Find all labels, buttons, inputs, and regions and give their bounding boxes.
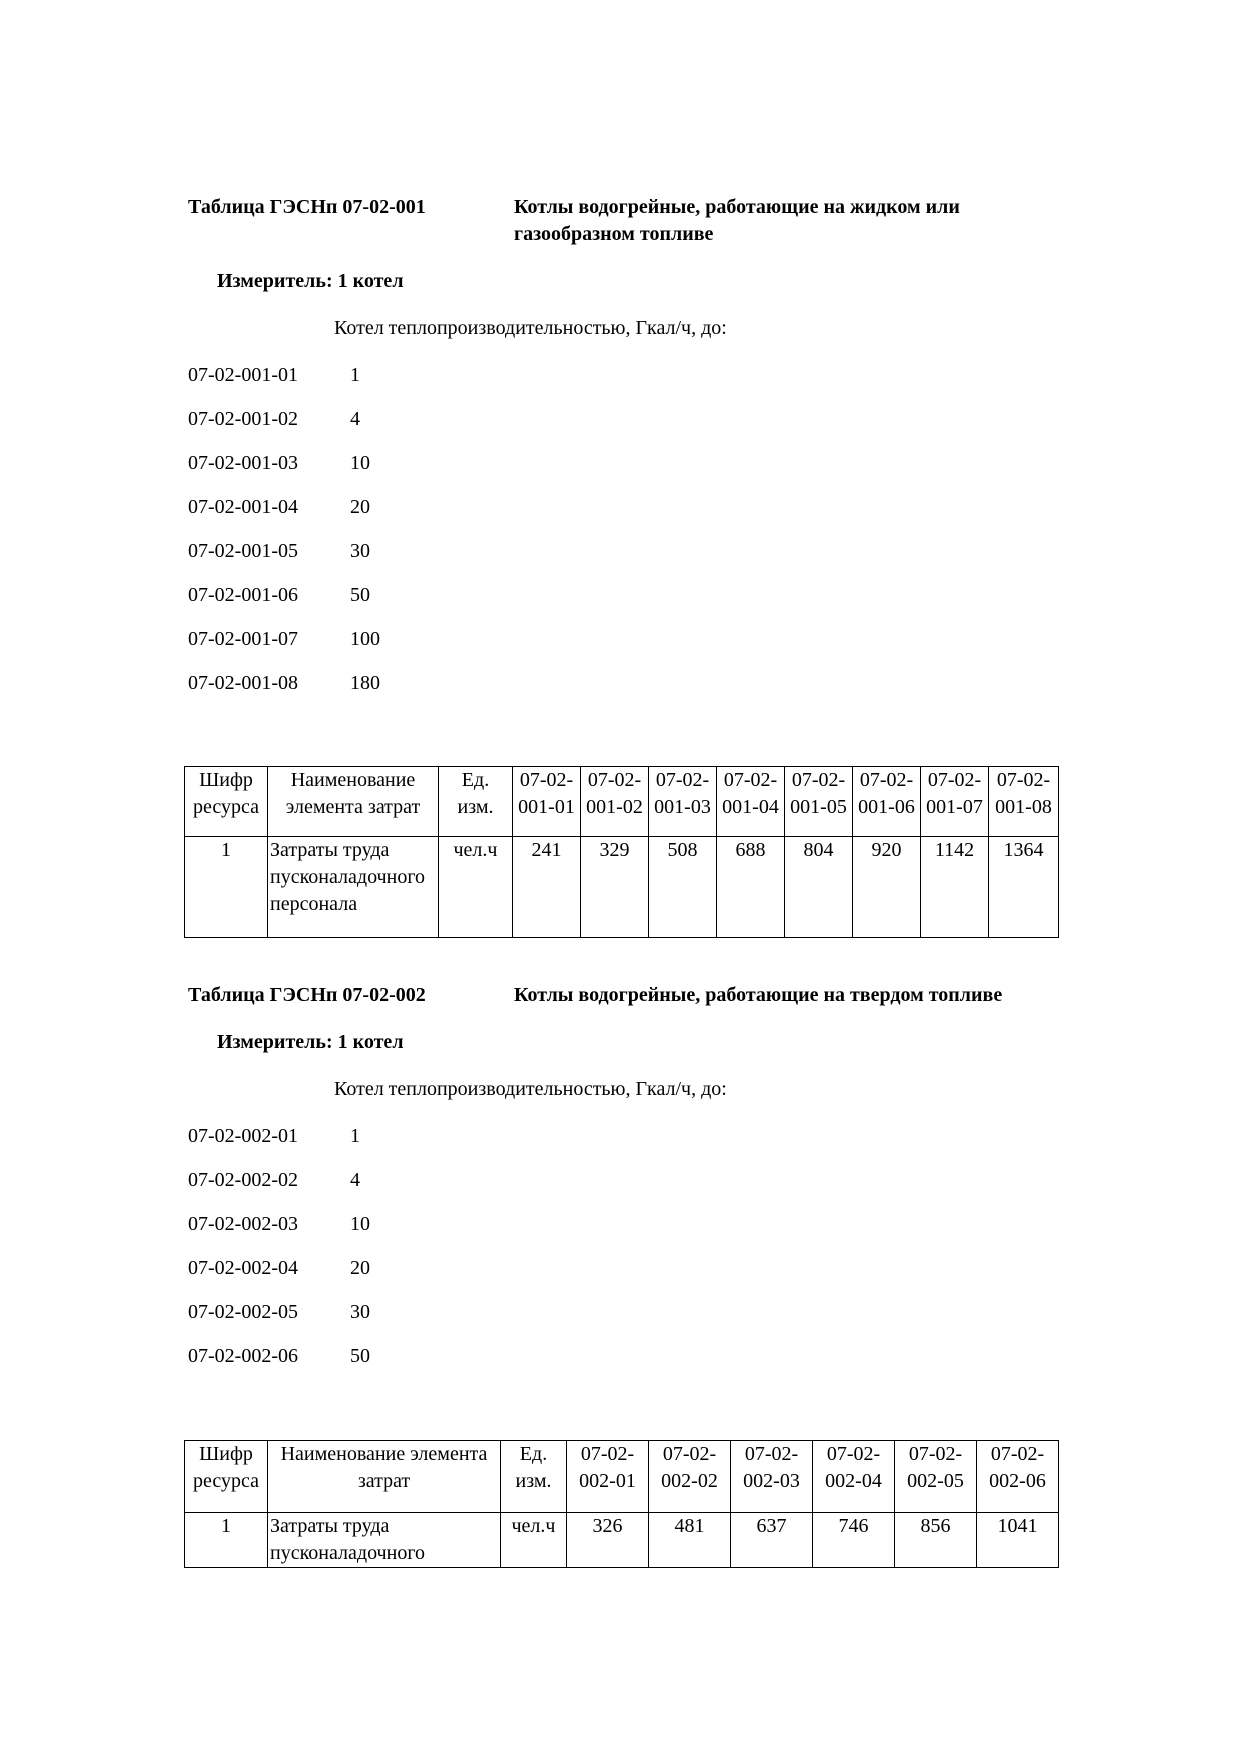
header-cell: 07-02- 002-02	[649, 1441, 731, 1513]
value-cell: 804	[785, 837, 853, 938]
value-cell: 637	[731, 1513, 813, 1568]
table-title: Котлы водогрейные, работающие на жидком или	[514, 196, 960, 218]
header-row	[185, 1441, 1059, 1513]
header-cell: 07-02- 001-07	[921, 767, 989, 837]
value-cell: 241	[513, 837, 581, 938]
rate-value: 10	[350, 452, 370, 474]
rate-value: 30	[350, 540, 370, 562]
rate-code: 07-02-001-02	[188, 408, 298, 430]
header-cell: 07-02- 001-08	[989, 767, 1059, 837]
header-cell: 07-02- 002-04	[813, 1441, 895, 1513]
rate-code: 07-02-001-03	[188, 452, 298, 474]
header-cell: 07-02- 002-03	[731, 1441, 813, 1513]
rate-code: 07-02-002-03	[188, 1213, 298, 1235]
value-cell: 1364	[989, 837, 1059, 938]
resource-name-cell: Затраты труда пусконаладочного персонала	[268, 837, 439, 938]
rate-value: 20	[350, 1257, 370, 1279]
unit-cell: чел.ч	[439, 837, 513, 938]
header-cell: 07-02- 001-03	[649, 767, 717, 837]
resource-name-cell: Затраты труда пусконаладочного	[268, 1513, 501, 1568]
header-cell: 07-02- 001-02	[581, 767, 649, 837]
value-cell: 481	[649, 1513, 731, 1568]
header-cell: Наименование элемента затрат	[268, 1441, 501, 1513]
header-cell: 07-02- 001-04	[717, 767, 785, 837]
header-cell: 07-02- 001-05	[785, 767, 853, 837]
rate-code: 07-02-002-05	[188, 1301, 298, 1323]
header-cell: Наименование элемента затрат	[268, 767, 439, 837]
header-cell: Шифр ресурса	[185, 767, 268, 837]
value-cell: 746	[813, 1513, 895, 1568]
rate-value: 4	[350, 1169, 360, 1191]
value-cell: 1142	[921, 837, 989, 938]
value-cell: 688	[717, 837, 785, 938]
value-cell: 920	[853, 837, 921, 938]
unit-cell: чел.ч	[501, 1513, 567, 1568]
table-label: Таблица ГЭСНп 07-02-001	[188, 196, 426, 218]
value-cell: 1041	[977, 1513, 1059, 1568]
value-cell: 326	[567, 1513, 649, 1568]
rate-code: 07-02-001-07	[188, 628, 298, 650]
rate-value: 4	[350, 408, 360, 430]
resource-table	[184, 1440, 1059, 1568]
rate-value: 1	[350, 364, 360, 386]
rate-code: 07-02-002-04	[188, 1257, 298, 1279]
rates-subheading: Котел теплопроизводительностью, Гкал/ч, до:	[334, 1078, 727, 1100]
resource-code-cell: 1	[185, 1513, 268, 1568]
rate-value: 100	[350, 628, 380, 650]
resource-table	[184, 766, 1059, 938]
header-cell: 07-02- 001-06	[853, 767, 921, 837]
measure-unit: Измеритель: 1 котел	[217, 270, 404, 292]
rate-code: 07-02-002-02	[188, 1169, 298, 1191]
rate-value: 1	[350, 1125, 360, 1147]
table-title-cont: газообразном топливе	[514, 223, 714, 245]
header-cell: 07-02- 002-06	[977, 1441, 1059, 1513]
header-cell: 07-02- 002-01	[567, 1441, 649, 1513]
rate-code: 07-02-001-01	[188, 364, 298, 386]
table-label: Таблица ГЭСНп 07-02-002	[188, 984, 426, 1006]
rate-value: 180	[350, 672, 380, 694]
header-cell: Ед. изм.	[501, 1441, 567, 1513]
rate-value: 10	[350, 1213, 370, 1235]
header-row	[185, 767, 1059, 837]
table-row	[185, 837, 1059, 938]
header-cell: Ед. изм.	[439, 767, 513, 837]
header-cell: Шифр ресурса	[185, 1441, 268, 1513]
rate-value: 50	[350, 584, 370, 606]
rate-value: 20	[350, 496, 370, 518]
rate-code: 07-02-001-04	[188, 496, 298, 518]
measure-unit: Измеритель: 1 котел	[217, 1031, 404, 1053]
rate-code: 07-02-002-06	[188, 1345, 298, 1367]
table-title: Котлы водогрейные, работающие на твердом топливе	[514, 984, 1003, 1006]
rate-value: 30	[350, 1301, 370, 1323]
rate-code: 07-02-001-06	[188, 584, 298, 606]
table-row	[185, 1513, 1059, 1568]
rate-code: 07-02-001-08	[188, 672, 298, 694]
resource-code-cell: 1	[185, 837, 268, 938]
rate-code: 07-02-001-05	[188, 540, 298, 562]
header-cell: 07-02- 002-05	[895, 1441, 977, 1513]
value-cell: 856	[895, 1513, 977, 1568]
header-cell: 07-02- 001-01	[513, 767, 581, 837]
rates-subheading: Котел теплопроизводительностью, Гкал/ч, до:	[334, 317, 727, 339]
value-cell: 329	[581, 837, 649, 938]
value-cell: 508	[649, 837, 717, 938]
rate-code: 07-02-002-01	[188, 1125, 298, 1147]
rate-value: 50	[350, 1345, 370, 1367]
